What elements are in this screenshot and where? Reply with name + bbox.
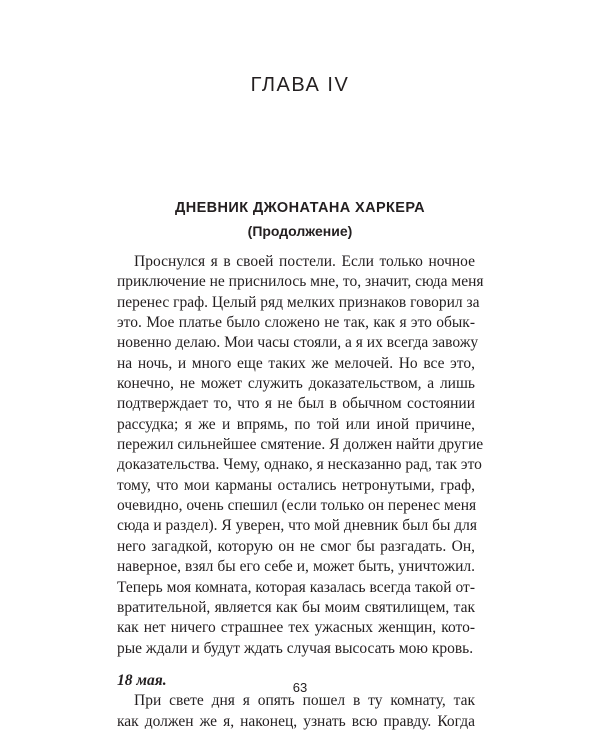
page-number: 63 xyxy=(292,680,308,695)
text-line: приключение не приснилось мне, то, значит, сюда меня xyxy=(117,273,484,291)
text-line: перенес граф. Целый ряд мелких признаков говорил за xyxy=(117,293,480,311)
text-line: это. Мое платье было сложено не так, как я это обык- xyxy=(117,314,475,332)
text-line: Теперь моя комната, которая казалась всегда такой от- xyxy=(117,578,475,596)
text-line: Проснулся я в своей постели. Если только ночное xyxy=(134,253,475,270)
text-line: рассудка; я же и впрямь, по той или иной причине, xyxy=(117,415,475,433)
paragraph xyxy=(117,691,475,732)
text-line: как должен же я, наконец, узнать всю правду. Когда xyxy=(117,712,475,730)
text-line: конечно, не может служить доказательством, а лишь xyxy=(117,375,475,393)
text-line: подтверждает то, что я не был в обычном состоянии xyxy=(117,395,475,413)
text-line: тому, что мои карманы остались нетронутыми, граф, xyxy=(117,476,475,494)
text-line: него загадкой, которую он не смог бы разгадать. Он, xyxy=(117,537,475,555)
text-line: доказательства. Чему, однако, я несказанно рад, так это xyxy=(117,456,482,474)
chapter-title: ГЛАВА IV xyxy=(250,74,350,96)
text-line: вратительной, является как бы моим святилищем, так xyxy=(117,598,475,616)
section-title: ДНЕВНИК ДЖОНАТАНА ХАРКЕРА xyxy=(174,200,426,216)
text-line: как нет ничего страшнее тех ужасных женщин, кото- xyxy=(117,619,475,637)
paragraph xyxy=(117,252,484,659)
body-text xyxy=(117,252,484,732)
text-line: При свете дня я опять пошел в ту комнату, так xyxy=(134,692,475,710)
section-subtitle: (Продолжение) xyxy=(247,223,353,239)
text-line: очевидно, очень спешил (если только он перенес меня xyxy=(117,497,477,515)
text-line: наверное, взял бы его себе и, может быть, уничтожил. xyxy=(117,558,475,576)
text-line: на ночь, и много еще таких же мелочей. Но все это, xyxy=(117,354,475,372)
text-line: сюда и раздел). Я уверен, что мой дневник был бы для xyxy=(117,517,478,535)
text-line: пережил сильнейшее смятение. Я должен найти другие xyxy=(117,436,484,454)
text-line: новенно делаю. Мои часы стояли, а я их всегда завожу xyxy=(117,334,479,352)
entry-date-heading: 18 мая. xyxy=(117,671,167,689)
text-line: рые ждали и будут ждать случая высосать мою кровь. xyxy=(117,639,474,657)
